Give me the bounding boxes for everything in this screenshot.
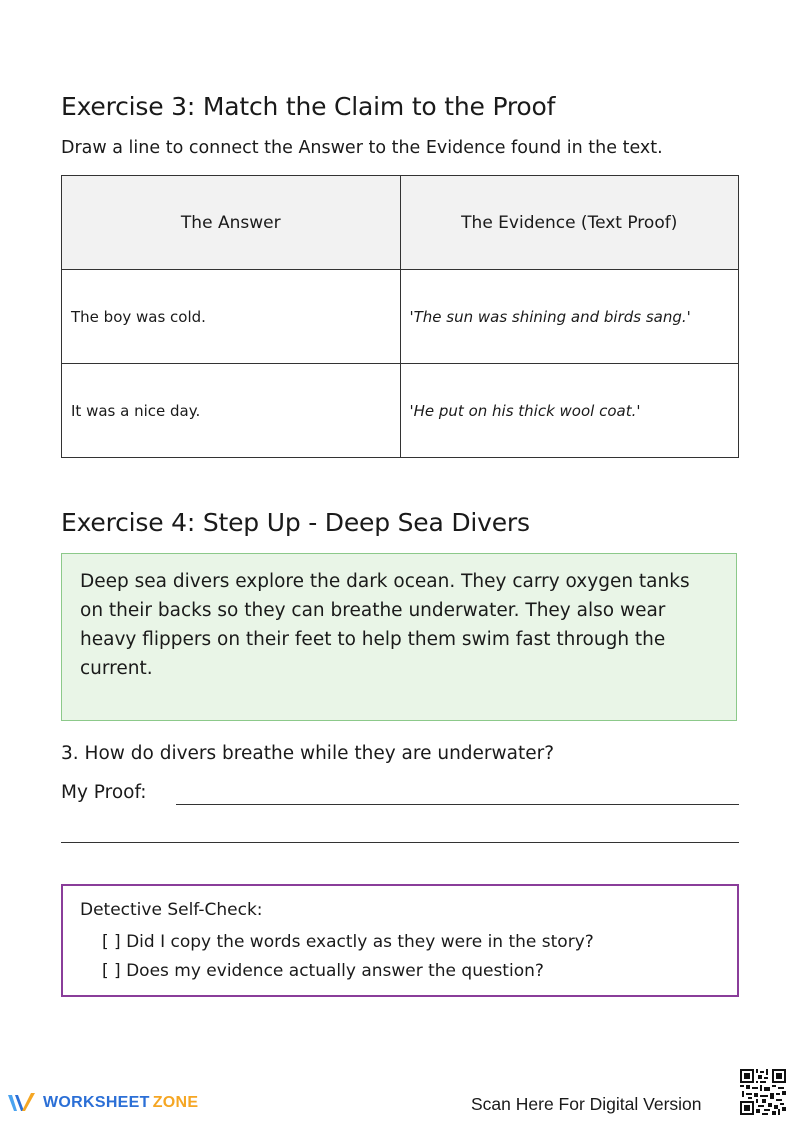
answer-cell[interactable]: It was a nice day. bbox=[62, 364, 401, 458]
answer-column-header: The Answer bbox=[62, 176, 401, 270]
matching-table bbox=[61, 175, 739, 458]
self-check-item[interactable]: [ ] Did I copy the words exactly as they were in the story? bbox=[102, 932, 594, 952]
table-row bbox=[62, 364, 739, 458]
logo-w-icon bbox=[7, 1092, 37, 1114]
proof-answer-line-2[interactable] bbox=[61, 842, 739, 843]
scan-text: Scan Here For Digital Version bbox=[471, 1094, 702, 1114]
evidence-cell[interactable]: 'He put on his thick wool coat.' bbox=[400, 364, 739, 458]
exercise-3-instruction: Draw a line to connect the Answer to the Evidence found in the text. bbox=[61, 138, 663, 158]
qr-code-icon[interactable] bbox=[740, 1069, 786, 1115]
self-check-title: Detective Self-Check: bbox=[80, 900, 263, 920]
question-3: 3. How do divers breathe while they are underwater? bbox=[61, 743, 555, 764]
logo-word-zone: ZONE bbox=[152, 1094, 199, 1111]
proof-answer-line[interactable] bbox=[176, 804, 739, 805]
self-check-item[interactable]: [ ] Does my evidence actually answer the question? bbox=[102, 961, 544, 981]
logo-word-worksheet: WORKSHEET bbox=[43, 1094, 150, 1111]
exercise-3-title: Exercise 3: Match the Claim to the Proof bbox=[61, 92, 556, 121]
evidence-cell[interactable]: 'The sun was shining and birds sang.' bbox=[400, 270, 739, 364]
table-row bbox=[62, 270, 739, 364]
table-header-row bbox=[62, 176, 739, 270]
exercise-4-title: Exercise 4: Step Up - Deep Sea Divers bbox=[61, 508, 530, 537]
story-box: Deep sea divers explore the dark ocean. They carry oxygen tanks on their backs so they can breathe underwater. They also wear heavy flippers on their feet to help them swim fast through the current. bbox=[61, 553, 737, 721]
worksheet-zone-logo bbox=[7, 1092, 198, 1114]
proof-label: My Proof: bbox=[61, 782, 147, 803]
answer-cell[interactable]: The boy was cold. bbox=[62, 270, 401, 364]
self-check-box bbox=[61, 884, 739, 997]
evidence-column-header: The Evidence (Text Proof) bbox=[400, 176, 739, 270]
